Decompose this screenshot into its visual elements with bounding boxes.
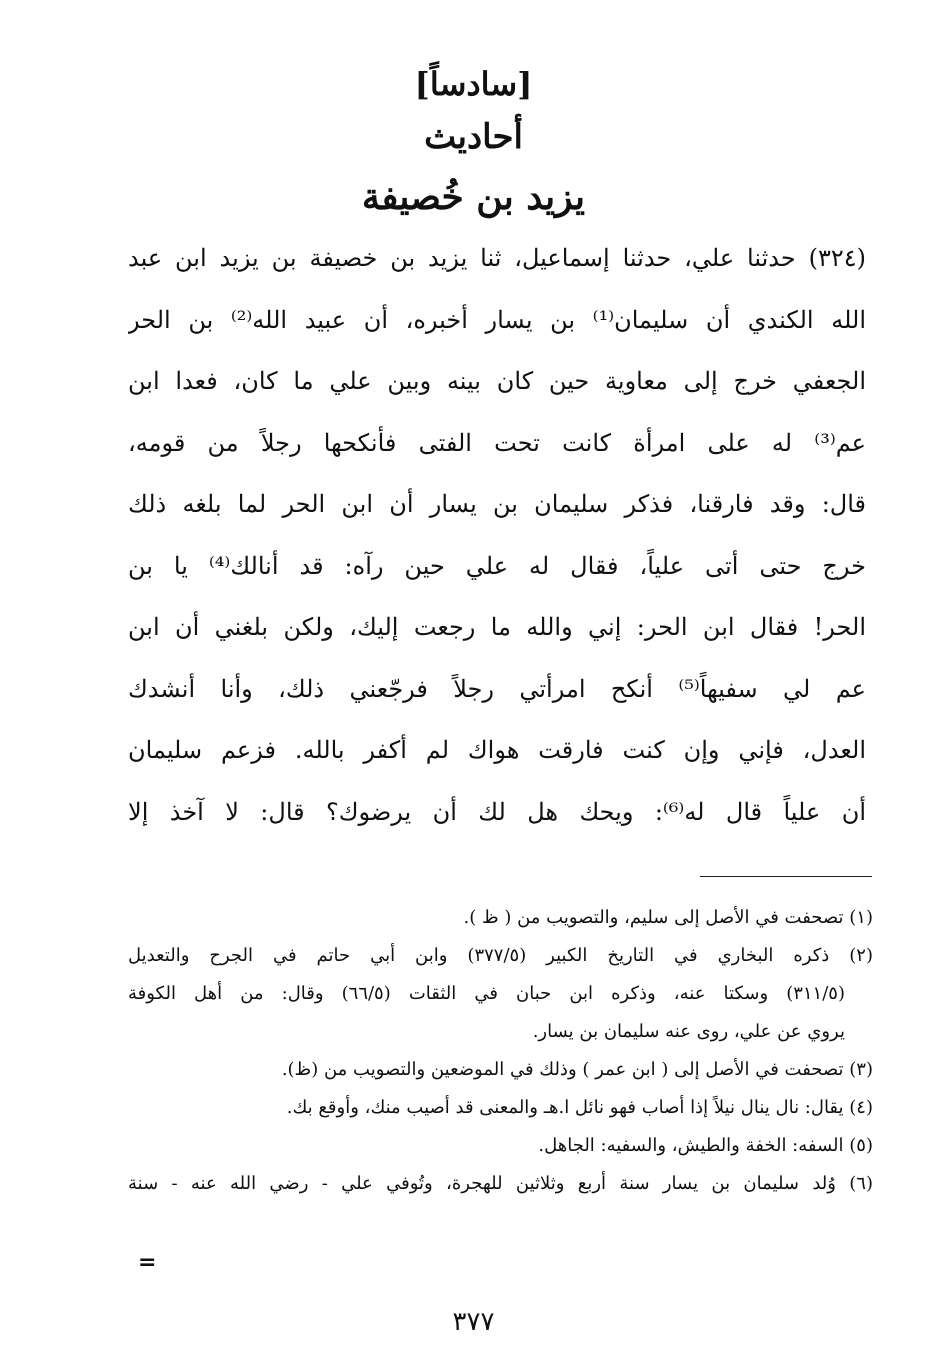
footnote-line: (٣١١/٥) وسكتا عنه، وذكره ابن حبان في الثقات (٦٦/٥) وقال: من أهل الكوفة — [128, 983, 845, 1004]
section-heading: [سادساً] — [414, 65, 533, 103]
chapter-title: أحاديث — [424, 117, 523, 157]
text-line: عم لي سفيهاً⁽⁵⁾ أنكح امرأتي رجلاً فرجّعني ذلك، وأنا أنشدك — [128, 674, 866, 703]
page-number: ٣٧٧ — [452, 1307, 495, 1337]
footnote-line: (٥) السفه: الخفة والطيش، والسفيه: الجاهل. — [538, 1135, 873, 1156]
text-line: الحر! فقال ابن الحر: إني والله ما رجعت إليك، ولكن بلغني أن ابن — [128, 613, 866, 641]
footnote-line: (٤) يقال: نال ينال نيلاً إذا أصاب فهو نائل ا.هـ والمعنى قد أصيب منك، وأوقع بك. — [286, 1097, 873, 1118]
footnotes — [128, 902, 873, 1206]
narrator-heading: يزيد بن خُصيفة — [361, 176, 586, 218]
text-line: أن علياً قال له⁽⁶⁾: ويحك هل لك أن يرضوك؟ قال: لا آخذ إلا — [128, 797, 866, 826]
continuation-mark: = — [138, 1250, 157, 1275]
footnote-line: (٣) تصحفت في الأصل إلى ( ابن عمر ) وذلك في الموضعين والتصويب من (ظ). — [281, 1059, 873, 1080]
text-line: (٣٢٤) حدثنا علي، حدثنا إسماعيل، ثنا يزيد بن خصيفة بن يزيد ابن عبد — [128, 244, 866, 272]
hadith-text — [128, 238, 866, 853]
footnote-line: (٦) وُلد سليمان بن يسار سنة أربع وثلاثين للهجرة، وتُوفي علي - رضي الله عنه - سنة — [128, 1173, 873, 1194]
text-line: الجعفي خرج إلى معاوية حين كان بينه وبين علي ما كان، فعدا ابن — [128, 367, 866, 395]
footnote-line: (١) تصحفت في الأصل إلى سليم، والتصويب من ( ظ ). — [463, 907, 873, 928]
text-line: عم⁽³⁾ له على امرأة كانت تحت الفتى فأنكحها رجلاً من قومه، — [128, 428, 866, 457]
text-line: خرج حتى أتى علياً، فقال له علي حين رآه: قد أنالك⁽⁴⁾ يا بن — [128, 551, 866, 580]
footnote-line: يروي عن علي، روى عنه سليمان بن يسار. — [532, 1021, 845, 1042]
footnote-divider — [700, 876, 872, 877]
text-line: قال: وقد فارقنا، فذكر سليمان بن يسار أن ابن الحر لما بلغه ذلك — [128, 490, 866, 518]
text-line: العدل، فإني وإن كنت فارقت هواك لم أكفر بالله. فزعم سليمان — [128, 736, 866, 764]
text-line: الله الكندي أن سليمان⁽¹⁾ بن يسار أخبره، أن عبيد الله⁽²⁾ بن الحر — [128, 305, 866, 334]
footnote-line: (٢) ذكره البخاري في التاريخ الكبير (٣٧٧/٥) وابن أبي حاتم في الجرح والتعديل — [128, 945, 873, 966]
